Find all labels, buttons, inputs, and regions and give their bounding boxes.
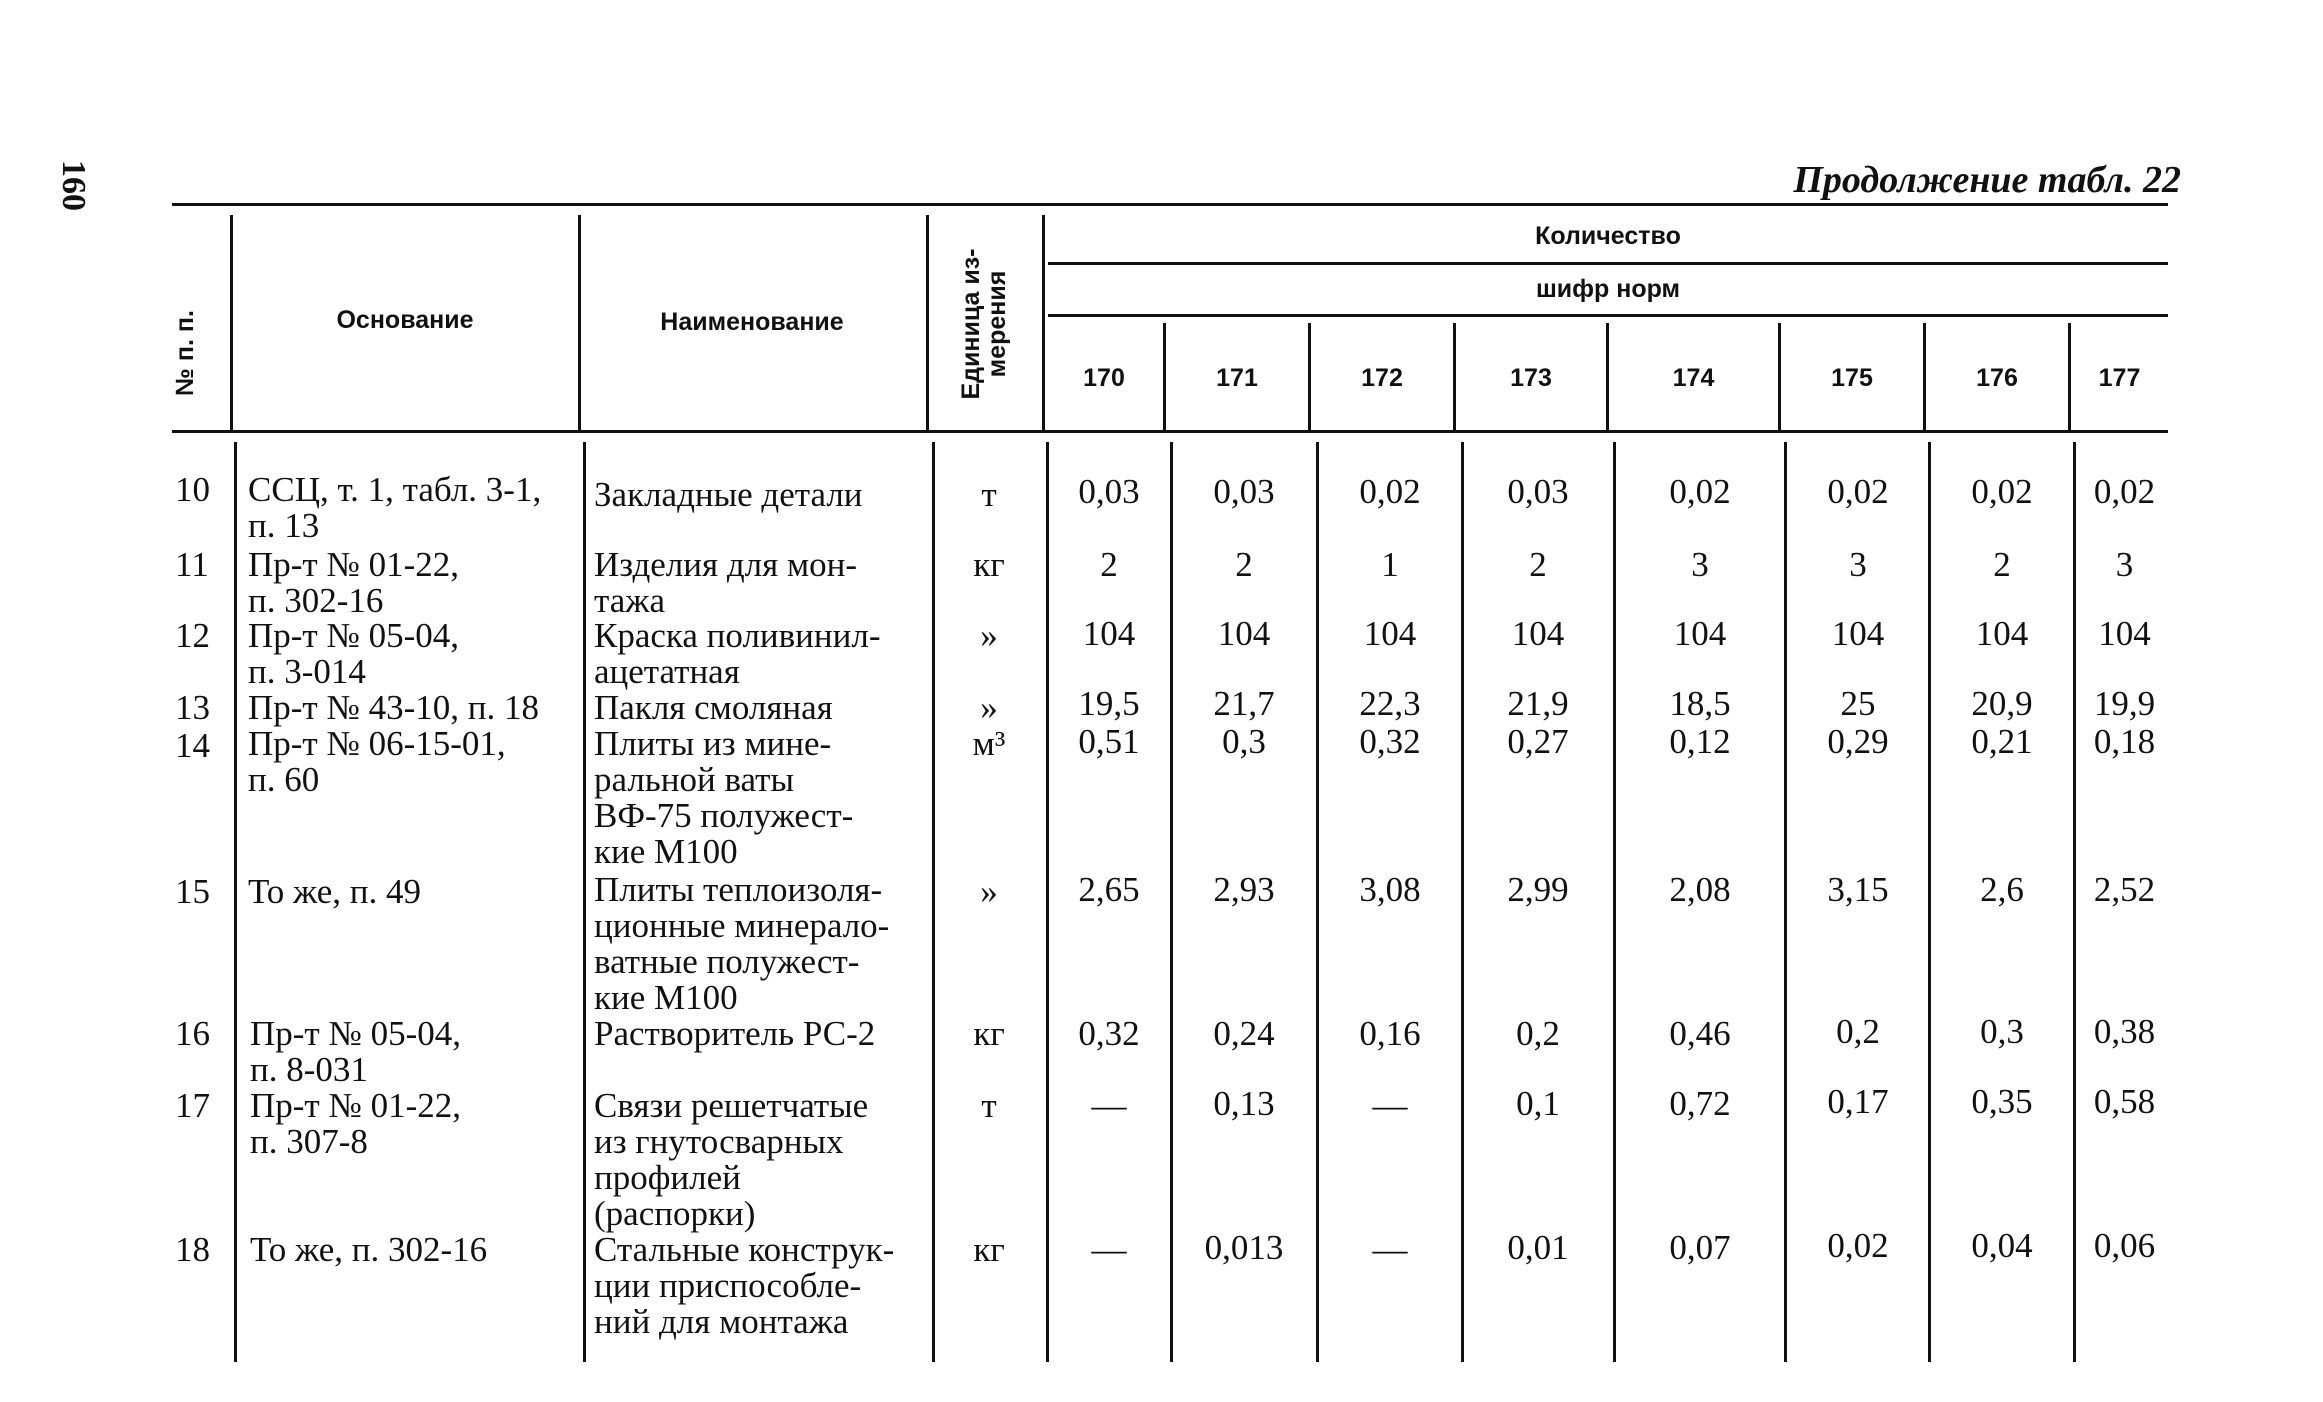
header-quantity: Количество [1535,222,1681,250]
body-divider [1784,442,1787,1362]
body-divider [1928,442,1931,1362]
code-rule [1048,314,2168,317]
value-cell: 19,5 [1078,684,1140,723]
value-cell: 0,02 [1359,472,1421,511]
value-cell: 2,52 [2093,870,2156,909]
name-text: Закладные детали [594,475,863,514]
header-code: шифр норм [1535,275,1681,303]
value-cell: 21,7 [1213,684,1275,723]
value-cell: 0,35 [1971,1082,2033,1121]
name-text: Плиты из мине- ральной ваты ВФ-75 полужест- кие М100 [594,724,854,871]
value-cell: 0,17 [1827,1082,1889,1121]
value-cell: — [1091,1230,1127,1269]
value-cell: 0,32 [1078,1014,1140,1053]
value-cell: 0,38 [2093,1012,2156,1051]
value-cell: 2 [1235,545,1253,584]
unit-text: м³ [972,724,1006,763]
body-divider [1461,442,1464,1362]
value-cell: 104 [1363,614,1417,653]
body-divider [1046,442,1049,1362]
header-num-label: № п. п. [171,310,199,396]
row-number: 18 [175,1230,210,1269]
row-number: 13 [175,688,210,727]
name-text: Краска поливинил- ацетатная [594,616,881,691]
value-cell: — [1091,1086,1127,1125]
value-cell: 0,32 [1359,722,1421,761]
header-divider [926,215,929,430]
value-cell: 3 [1849,545,1867,584]
header-divider [1042,215,1045,430]
body-divider [2073,442,2076,1362]
value-cell: 3 [2115,545,2134,584]
header-divider [578,215,581,430]
value-cell: 21,9 [1507,684,1569,723]
unit-text: » [980,872,998,911]
header-code-cell: 176 [1976,364,2018,392]
value-cell: 0,13 [1213,1084,1275,1123]
header-unit: Единица из-мерения [957,248,1011,400]
value-cell: 2 [1100,545,1118,584]
value-cell: 2 [1529,545,1547,584]
value-cell: 0,51 [1078,722,1140,761]
value-cell: 0,12 [1669,722,1731,761]
body-divider [234,442,237,1362]
header-code-cell: 171 [1216,364,1258,392]
header-code-cell: 170 [1083,364,1125,392]
name-text: Связи решетчатые из гнутосварных профилей (распорки) [594,1086,869,1233]
body-divider [1170,442,1173,1362]
value-cell: 0,27 [1507,722,1569,761]
value-cell: 2,93 [1213,870,1275,909]
row-number: 12 [175,616,210,655]
unit-text: т [981,1086,997,1125]
value-cell: — [1372,1230,1408,1269]
value-cell: 0,21 [1971,722,2033,761]
basis-text: То же, п. 302-16 [250,1230,488,1269]
value-cell: 2,6 [1980,870,2024,909]
value-cell: 0,3 [1222,722,1266,761]
value-cell: 0,01 [1507,1228,1569,1267]
basis-text: Пр-т № 06-15-01, п. 60 [248,724,506,799]
value-cell: 104 [1082,614,1136,653]
value-cell: 104 [1217,614,1271,653]
name-text: Стальные конструк- ции приспособле- ний для монтажа [594,1230,895,1341]
value-cell: 104 [1831,614,1885,653]
basis-text: ССЦ, т. 1, табл. 3-1, п. 13 [248,470,542,545]
quantity-rule [1048,262,2168,265]
value-cell: 0,013 [1204,1228,1284,1267]
value-cell: 2,65 [1078,870,1140,909]
basis-text: То же, п. 49 [248,872,421,911]
value-cell: 19,9 [2093,684,2156,723]
value-cell: 22,3 [1359,684,1421,723]
row-number: 15 [175,872,210,911]
basis-text: Пр-т № 05-04, п. 8-031 [250,1014,462,1089]
basis-text: Пр-т № 43-10, п. 18 [248,688,540,727]
body-divider [1613,442,1616,1362]
value-cell: 3,08 [1359,870,1421,909]
header-basis: Основание [336,306,474,334]
value-cell: 0,03 [1078,472,1140,511]
value-cell: 0,2 [1516,1014,1560,1053]
header-code-cell: 177 [2098,364,2141,392]
value-cell: 0,03 [1213,472,1275,511]
value-cell: 0,46 [1669,1014,1731,1053]
header-code-cell: 172 [1361,364,1403,392]
unit-text: » [980,616,998,655]
value-cell: 0,02 [1827,472,1889,511]
value-cell: 0,72 [1669,1084,1731,1123]
value-cell: 3 [1691,545,1709,584]
basis-text: Пр-т № 01-22, п. 307-8 [250,1086,462,1161]
value-cell: 0,16 [1359,1014,1421,1053]
unit-text: » [980,688,998,727]
value-cell: 104 [1975,614,2029,653]
value-cell: 104 [1511,614,1565,653]
unit-text: кг [973,1230,1005,1269]
value-cell: 0,06 [2093,1226,2156,1265]
unit-text: т [981,475,997,514]
header-code-cell: 173 [1510,364,1552,392]
value-cell: 0,18 [2093,722,2156,761]
name-text: Плиты теплоизоля- ционные минерало- ватные полужест- кие М100 [594,870,890,1017]
value-cell: 2,99 [1507,870,1569,909]
value-cell: 0,58 [2093,1082,2156,1121]
value-cell: 0,04 [1971,1226,2033,1265]
value-cell: 0,02 [1669,472,1731,511]
body-divider [1316,442,1319,1362]
header-name: Наименование [660,308,844,336]
value-cell: 2 [1993,545,2011,584]
row-number: 10 [175,470,210,509]
value-cell: 0,02 [1971,472,2033,511]
value-cell: 0,1 [1516,1084,1560,1123]
value-cell: 0,02 [2093,472,2156,511]
value-cell: 18,5 [1669,684,1731,723]
row-number: 14 [175,726,210,765]
value-cell: 2,08 [1669,870,1731,909]
header-code-cell: 175 [1831,364,1873,392]
basis-text: Пр-т № 05-04, п. 3-014 [248,616,460,691]
value-cell: 0,24 [1213,1014,1275,1053]
row-number: 11 [175,545,209,584]
value-cell: 0,03 [1507,472,1569,511]
body-divider [583,442,586,1362]
unit-text: кг [973,1014,1005,1053]
unit-text: кг [973,545,1005,584]
value-cell: 0,29 [1827,722,1889,761]
value-cell: 104 [1673,614,1727,653]
value-cell: 104 [2098,614,2151,653]
row-number: 17 [175,1086,210,1125]
value-cell: 1 [1381,545,1399,584]
value-cell: 0,2 [1836,1012,1880,1051]
table-top-rule [172,203,2168,206]
value-cell: — [1372,1086,1408,1125]
table-continuation-caption: Продолжение табл. 22 [1793,159,2181,201]
value-cell: 0,07 [1669,1228,1731,1267]
header-bottom-rule [172,430,2168,433]
row-number: 16 [175,1014,210,1053]
name-text: Изделия для мон- тажа [594,545,858,620]
value-cell: 20,9 [1971,684,2033,723]
value-cell: 0,3 [1980,1012,2024,1051]
value-cell: 0,02 [1827,1226,1889,1265]
header-divider [230,215,233,430]
name-text: Пакля смоляная [594,688,833,727]
basis-text: Пр-т № 01-22, п. 302-16 [248,545,460,620]
name-text: Растворитель РС-2 [594,1014,876,1053]
page-number: 160 [55,160,92,211]
value-cell: 25 [1840,684,1876,723]
header-code-cell: 174 [1672,364,1715,392]
value-cell: 3,15 [1827,870,1889,909]
